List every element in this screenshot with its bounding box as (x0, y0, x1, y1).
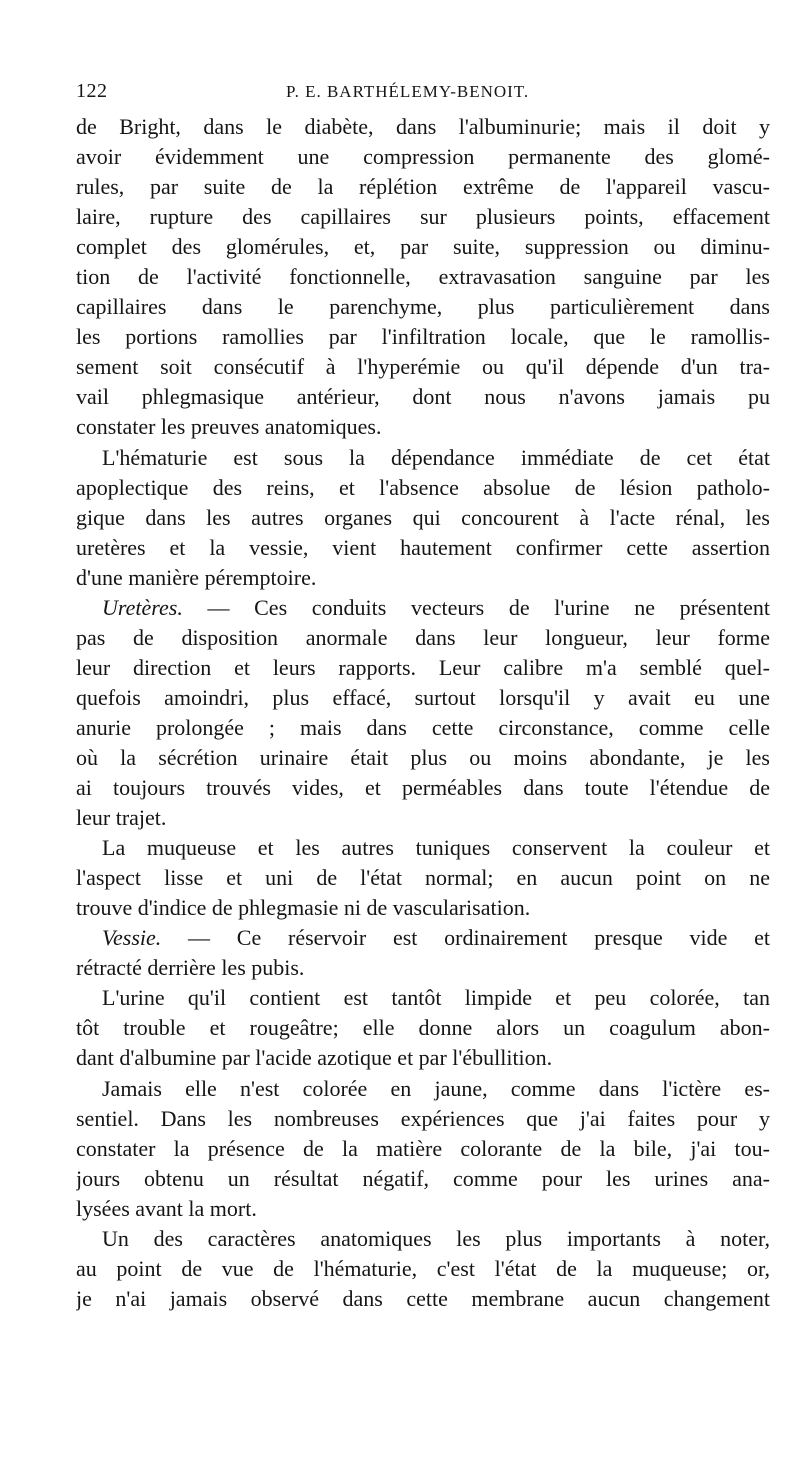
text-line (76, 533, 770, 563)
text-line (76, 563, 770, 593)
text-line (76, 1254, 770, 1284)
line-text: d'une manière péremptoire. (76, 564, 317, 590)
text-line (76, 1284, 770, 1314)
line-text: trouve d'indice de phlegmasie ni de vascularisation. (76, 895, 531, 921)
line-text: où la sécrétion urinaire était plus ou moins abondante, je les (76, 744, 770, 770)
line-text: sement soit consécutif à l'hyperémie ou qu'il dépende d'un tra- (76, 354, 770, 380)
text-line (76, 503, 770, 533)
line-text: pas de disposition anormale dans leur longueur, leur forme (76, 624, 770, 650)
text-line (76, 623, 770, 653)
text-line (76, 262, 770, 292)
text-line (76, 953, 770, 983)
line-text: rules, par suite de la réplétion extrême de l'appareil vascu- (76, 174, 770, 200)
section-heading: Vessie. (102, 925, 162, 951)
line-text: tion de l'activité fonctionnelle, extravasation sanguine par les (76, 264, 770, 290)
line-text: L'urine qu'il contient est tantôt limpide et peu colorée, tan (102, 985, 770, 1011)
line-text: l'aspect lisse et uni de l'état normal; en aucun point on ne (76, 865, 770, 891)
line-text: ai toujours trouvés vides, et perméables dans toute l'étendue de (76, 775, 770, 801)
text-line (76, 412, 770, 442)
line-text: Jamais elle n'est colorée en jaune, comme dans l'ictère es- (102, 1075, 770, 1101)
text-line (76, 863, 770, 893)
section-heading: Uretères. (102, 594, 183, 620)
line-text: — Ce réservoir est ordinairement presque vide et (161, 925, 770, 951)
text-line (76, 1104, 770, 1134)
line-text: leur trajet. (76, 805, 167, 831)
book-page (76, 78, 770, 1314)
line-text: La muqueuse et les autres tuniques conservent la couleur et (102, 835, 770, 861)
line-text: avoir évidemment une compression permanente des glomé- (76, 144, 770, 170)
line-text: dant d'albumine par l'acide azotique et par l'ébullition. (76, 1045, 553, 1071)
line-text: vail phlegmasique antérieur, dont nous n'avons jamais pu (76, 384, 770, 410)
text-line (76, 202, 770, 232)
line-text: Un des caractères anatomiques les plus importants à noter, (102, 1225, 770, 1251)
text-line (76, 473, 770, 503)
line-text: apoplectique des reins, et l'absence absolue de lésion patholo- (76, 474, 770, 500)
page-header (76, 78, 770, 108)
text-line (76, 983, 770, 1013)
text-line (76, 1194, 770, 1224)
text-line (76, 1043, 770, 1073)
text-line (76, 833, 770, 863)
text-line (76, 683, 770, 713)
line-text: quefois amoindri, plus effacé, surtout lorsqu'il y avait eu une (76, 684, 770, 710)
line-text: leur direction et leurs rapports. Leur calibre m'a semblé quel- (76, 654, 770, 680)
text-line (76, 1013, 770, 1043)
line-text: uretères et la vessie, vient hautement confirmer cette assertion (76, 534, 770, 560)
line-text: tôt trouble et rougeâtre; elle donne alors un coagulum abon- (76, 1015, 770, 1041)
body-text (76, 112, 770, 1314)
text-line (76, 112, 770, 142)
line-text: anurie prolongée ; mais dans cette circonstance, comme celle (76, 714, 770, 740)
text-line (76, 142, 770, 172)
line-text: — Ces conduits vecteurs de l'urine ne présentent (182, 594, 770, 620)
line-text: capillaires dans le parenchyme, plus particulièrement dans (76, 294, 770, 320)
text-line (76, 923, 770, 953)
text-line (76, 773, 770, 803)
line-text: complet des glomérules, et, par suite, suppression ou diminu- (76, 234, 770, 260)
line-text: rétracté derrière les pubis. (76, 955, 305, 981)
line-text: laire, rupture des capillaires sur plusieurs points, effacement (76, 204, 770, 230)
line-text: gique dans les autres organes qui concourent à l'acte rénal, les (76, 504, 770, 530)
text-line (76, 382, 770, 412)
line-text: de Bright, dans le diabète, dans l'albuminurie; mais il doit y (76, 114, 770, 139)
text-line (76, 653, 770, 683)
page-number: 122 (76, 80, 108, 102)
line-text: je n'ai jamais observé dans cette membrane aucun changement (76, 1285, 770, 1311)
line-text: au point de vue de l'hématurie, c'est l'état de la muqueuse; or, (76, 1255, 770, 1281)
text-line (76, 1074, 770, 1104)
text-line (76, 803, 770, 833)
text-line (76, 893, 770, 923)
line-text: constater la présence de la matière colorante de la bile, j'ai tou- (76, 1135, 770, 1161)
line-text: lysées avant la mort. (76, 1195, 257, 1221)
text-line (76, 1164, 770, 1194)
line-text: les portions ramollies par l'infiltration locale, que le ramollis- (76, 324, 770, 350)
text-line (76, 172, 770, 202)
running-head: P. E. BARTHÉLEMY-BENOIT. (286, 82, 530, 101)
text-line (76, 593, 770, 623)
text-line (76, 743, 770, 773)
line-text: sentiel. Dans les nombreuses expériences que j'ai faites pour y (76, 1105, 770, 1131)
line-text: constater les preuves anatomiques. (76, 414, 382, 440)
text-line (76, 352, 770, 382)
text-line (76, 232, 770, 262)
text-line (76, 1134, 770, 1164)
text-line (76, 292, 770, 322)
text-line (76, 1224, 770, 1254)
text-line (76, 713, 770, 743)
line-text: jours obtenu un résultat négatif, comme pour les urines ana- (76, 1165, 770, 1191)
text-line (76, 322, 770, 352)
text-line (76, 443, 770, 473)
line-text: L'hématurie est sous la dépendance immédiate de cet état (102, 444, 770, 470)
